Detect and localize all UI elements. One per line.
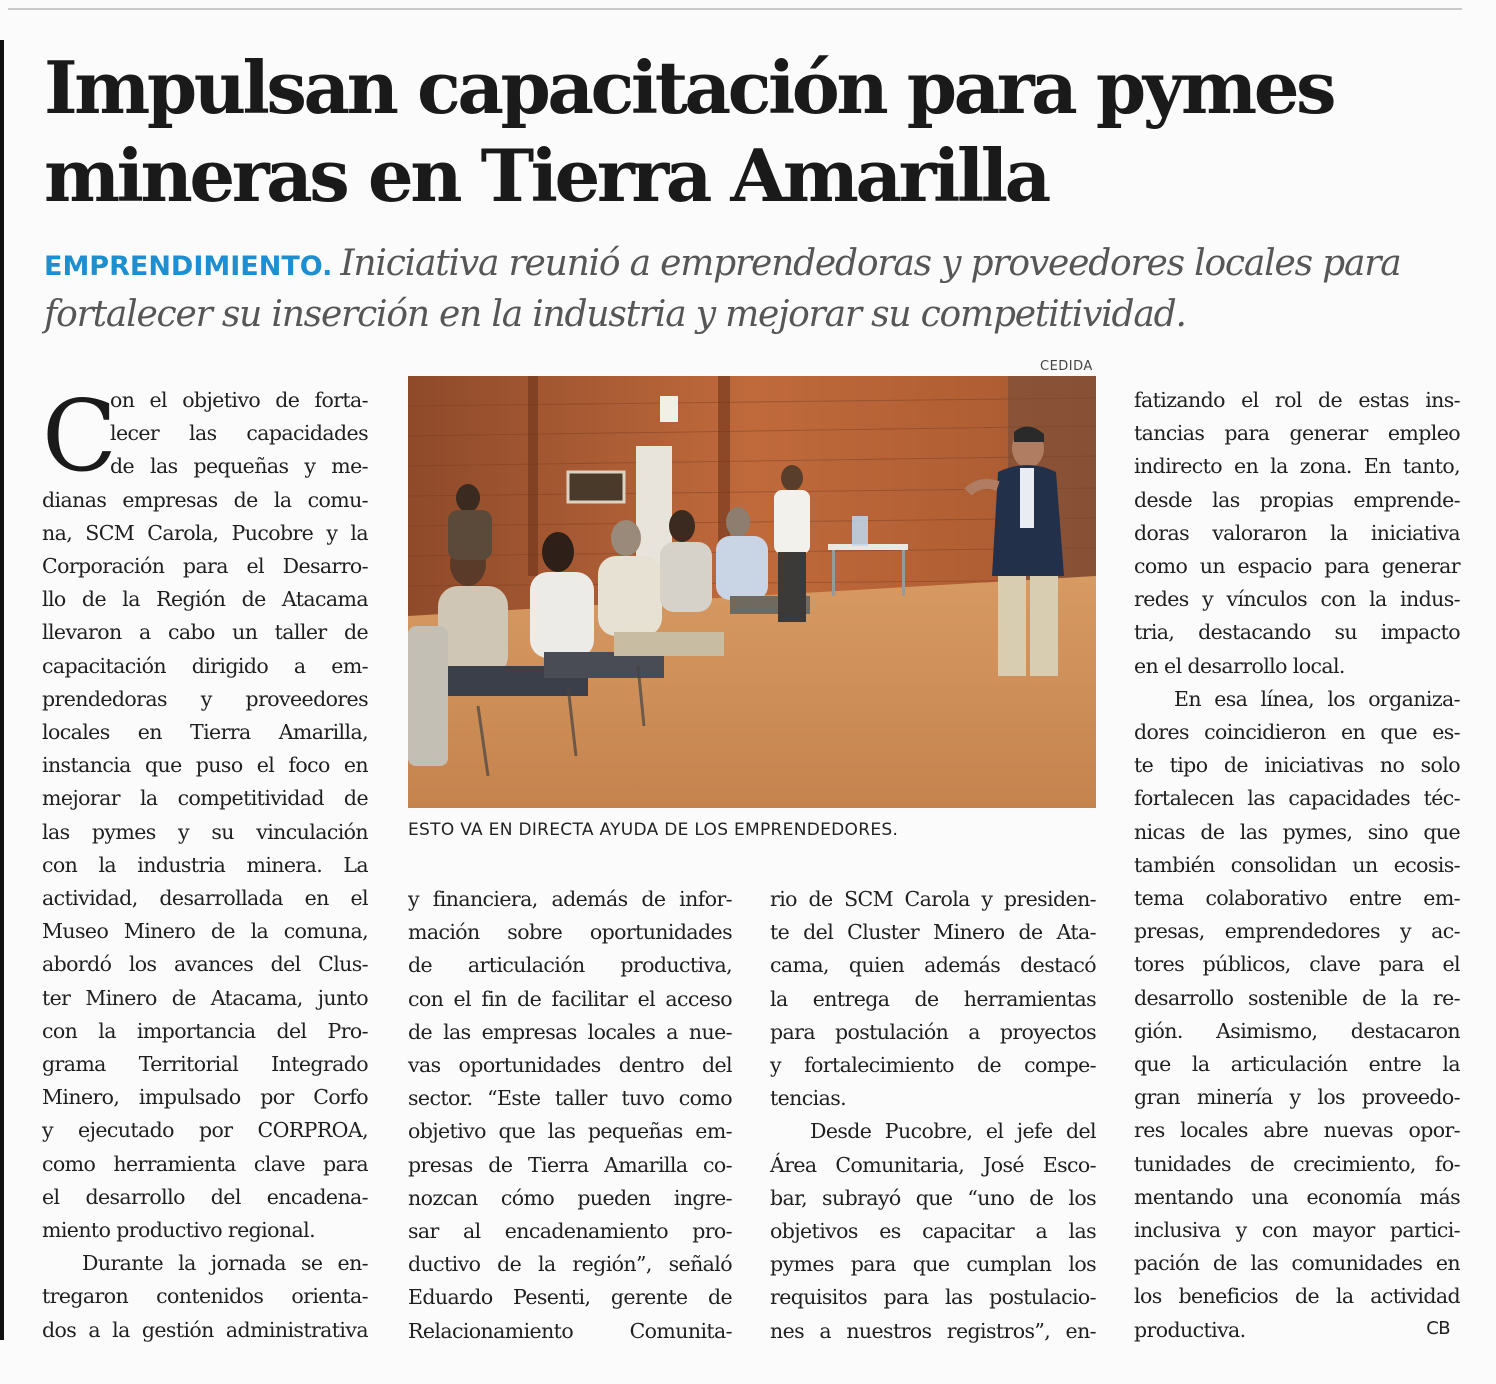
- text-line: mejorar la competitividad de: [42, 786, 368, 811]
- deck-line: fortalecer su inserción en la industria y mejorar su competitividad.: [44, 294, 1186, 335]
- text-line: y financiera, además de infor-: [408, 887, 732, 911]
- text-line: en el desarrollo local.: [1134, 653, 1345, 678]
- text-line: y ejecutado por CORPROA,: [42, 1118, 368, 1143]
- text-line: tema colaborativo entre em-: [1134, 886, 1460, 911]
- text-line: requisitos para las postulacio-: [770, 1285, 1096, 1310]
- text-line: fatizando el rol de estas ins-: [1134, 388, 1460, 412]
- text-line: tancias para generar empleo: [1134, 421, 1460, 446]
- end-mark: CB: [1426, 1317, 1450, 1339]
- deck-text: Iniciativa reunió a emprendedoras y proveedores locales para: [340, 243, 1401, 284]
- text-line: Museo Minero de la comuna,: [42, 919, 368, 944]
- text-line: desarrollo sostenible de la re-: [1134, 985, 1460, 1010]
- text-line: res locales abre nuevas opor-: [1134, 1118, 1460, 1143]
- text-line: Eduardo Pesenti, gerente de: [408, 1285, 732, 1310]
- headline-line: mineras en Tierra Amarilla: [44, 133, 1048, 218]
- text-line: de las pequeñas y me-: [110, 454, 368, 479]
- text-line: miento productivo regional.: [42, 1218, 315, 1243]
- text-line: y fortalecimiento de compe-: [770, 1053, 1096, 1078]
- headline-line: Impulsan capacitación para pymes: [44, 45, 1334, 130]
- top-rule: [8, 8, 1462, 10]
- text-line: tores públicos, clave para el: [1134, 952, 1460, 977]
- text-line: En esa línea, los organiza-: [1174, 686, 1460, 711]
- left-column-rule: [0, 40, 4, 1340]
- text-line: capacitación dirigido a em-: [42, 653, 368, 678]
- column-1: [42, 380, 368, 1347]
- text-line: que la articulación entre la: [1134, 1052, 1460, 1077]
- photo-illustration: [408, 376, 1096, 808]
- text-line: bar, subrayó que “uno de los: [770, 1185, 1096, 1210]
- text-line: locales en Tierra Amarilla,: [42, 720, 368, 745]
- text-line: como un espacio para generar: [1134, 554, 1460, 579]
- drop-cap: C: [42, 380, 117, 494]
- text-line: Relacionamiento Comunita-: [408, 1318, 732, 1343]
- text-line: doras valoraron la iniciativa: [1134, 520, 1460, 545]
- text-line: objetivo que las pequeñas em-: [408, 1119, 732, 1144]
- text-line: nes a nuestros registros”, en-: [770, 1318, 1096, 1343]
- text-line: las pymes y su vinculación: [42, 819, 368, 844]
- text-line: sar al encadenamiento pro-: [408, 1219, 732, 1244]
- text-line: mentando una economía más: [1134, 1184, 1460, 1209]
- text-line: con la importancia del Pro-: [42, 1018, 368, 1043]
- text-line: dores coincidieron en que es-: [1134, 720, 1460, 745]
- text-line: actividad, desarrollada en el: [42, 886, 368, 911]
- text-line: como herramienta clave para: [42, 1151, 368, 1176]
- text-line: pymes para que cumplan los: [770, 1252, 1096, 1277]
- text-line: presas, emprendedores y ac-: [1134, 919, 1460, 944]
- column-4: [1134, 384, 1460, 1347]
- deck: [44, 240, 1454, 339]
- text-line: redes y vínculos con la indus-: [1134, 587, 1460, 612]
- text-line: Durante la jornada se en-: [82, 1251, 368, 1276]
- column-3: [770, 883, 1096, 1348]
- text-line: tregaron contenidos orienta-: [42, 1284, 368, 1309]
- text-line: te tipo de iniciativas no solo: [1134, 753, 1460, 778]
- text-line: prendedoras y proveedores: [42, 686, 368, 711]
- text-line: desde las propias emprende-: [1134, 487, 1460, 512]
- text-line: mación sobre oportunidades: [408, 920, 732, 945]
- photo-credit: CEDIDA: [1040, 359, 1093, 374]
- text-line: ductivo de la región”, señaló: [408, 1252, 732, 1277]
- text-line: llo de la Región de Atacama: [42, 587, 368, 612]
- text-line: llevaron a cabo un taller de: [42, 620, 368, 645]
- text-line: con el fin de facilitar el acceso: [408, 986, 732, 1011]
- text-line: gran minería y los proveedo-: [1134, 1085, 1460, 1110]
- text-line: te del Cluster Minero de Ata-: [770, 920, 1096, 945]
- text-line: abordó los avances del Clus-: [42, 952, 368, 977]
- text-line: de articulación productiva,: [408, 953, 732, 978]
- text-line: tria, destacando su impacto: [1134, 620, 1460, 645]
- text-line-content: productiva.: [1134, 1317, 1246, 1342]
- text-line: Desde Pucobre, el jefe del: [810, 1119, 1096, 1144]
- text-line: gión. Asimismo, destacaron: [1134, 1018, 1460, 1043]
- text-line: de las empresas locales a nue-: [408, 1019, 732, 1044]
- text-line: también consolidan un ecosis-: [1134, 852, 1460, 877]
- text-line: para postulación a proyectos: [770, 1019, 1096, 1044]
- column-2: [408, 883, 732, 1348]
- headline: [44, 44, 1444, 220]
- text-line: on el objetivo de forta-: [110, 388, 368, 412]
- text-line: Corporación para el Desarro-: [42, 554, 368, 579]
- text-line: cama, quien además destacó: [770, 953, 1096, 978]
- text-line: dos a la gestión administrativa: [42, 1317, 368, 1342]
- text-line: rio de SCM Carola y presiden-: [770, 887, 1096, 911]
- text-line: nozcan cómo pueden ingre-: [408, 1185, 732, 1210]
- text-line: grama Territorial Integrado: [42, 1052, 368, 1077]
- text-line: los beneficios de la actividad: [1134, 1284, 1460, 1309]
- text-line: inclusiva y con mayor partici-: [1134, 1218, 1460, 1243]
- text-line: vas oportunidades dentro del: [408, 1053, 732, 1078]
- text-line: la entrega de herramientas: [770, 986, 1096, 1011]
- text-line: indirecto en la zona. En tanto,: [1134, 454, 1460, 479]
- text-line: tunidades de crecimiento, fo-: [1134, 1151, 1460, 1176]
- text-line: pación de las comunidades en: [1134, 1251, 1460, 1276]
- article-photo: [408, 376, 1096, 808]
- text-line: presas de Tierra Amarilla co-: [408, 1152, 732, 1177]
- text-line: dianas empresas de la comu-: [42, 487, 368, 512]
- text-line: nicas de las pymes, sino que: [1134, 819, 1460, 844]
- text-line: lecer las capacidades: [110, 421, 368, 446]
- text-line: tencias.: [770, 1086, 847, 1111]
- text-line: sector. “Este taller tuvo como: [408, 1086, 732, 1111]
- text-line: el desarrollo del encadena-: [42, 1184, 368, 1209]
- text-line: fortalecen las capacidades téc-: [1134, 786, 1460, 811]
- text-line: na, SCM Carola, Pucobre y la: [42, 520, 368, 545]
- text-line: Minero, impulsado por Corfo: [42, 1085, 368, 1110]
- text-line: [1134, 1314, 1460, 1347]
- text-line: con la industria minera. La: [42, 852, 368, 877]
- text-line: objetivos es capacitar a las: [770, 1219, 1096, 1244]
- text-line: instancia que puso el foco en: [42, 753, 368, 778]
- text-line: ter Minero de Atacama, junto: [42, 985, 368, 1010]
- deck-line: [44, 240, 1454, 291]
- photo-caption: ESTO VA EN DIRECTA AYUDA DE LOS EMPRENDEDORES.: [408, 820, 899, 840]
- kicker: EMPRENDIMIENTO.: [44, 251, 333, 282]
- text-line: Área Comunitaria, José Esco-: [770, 1152, 1096, 1177]
